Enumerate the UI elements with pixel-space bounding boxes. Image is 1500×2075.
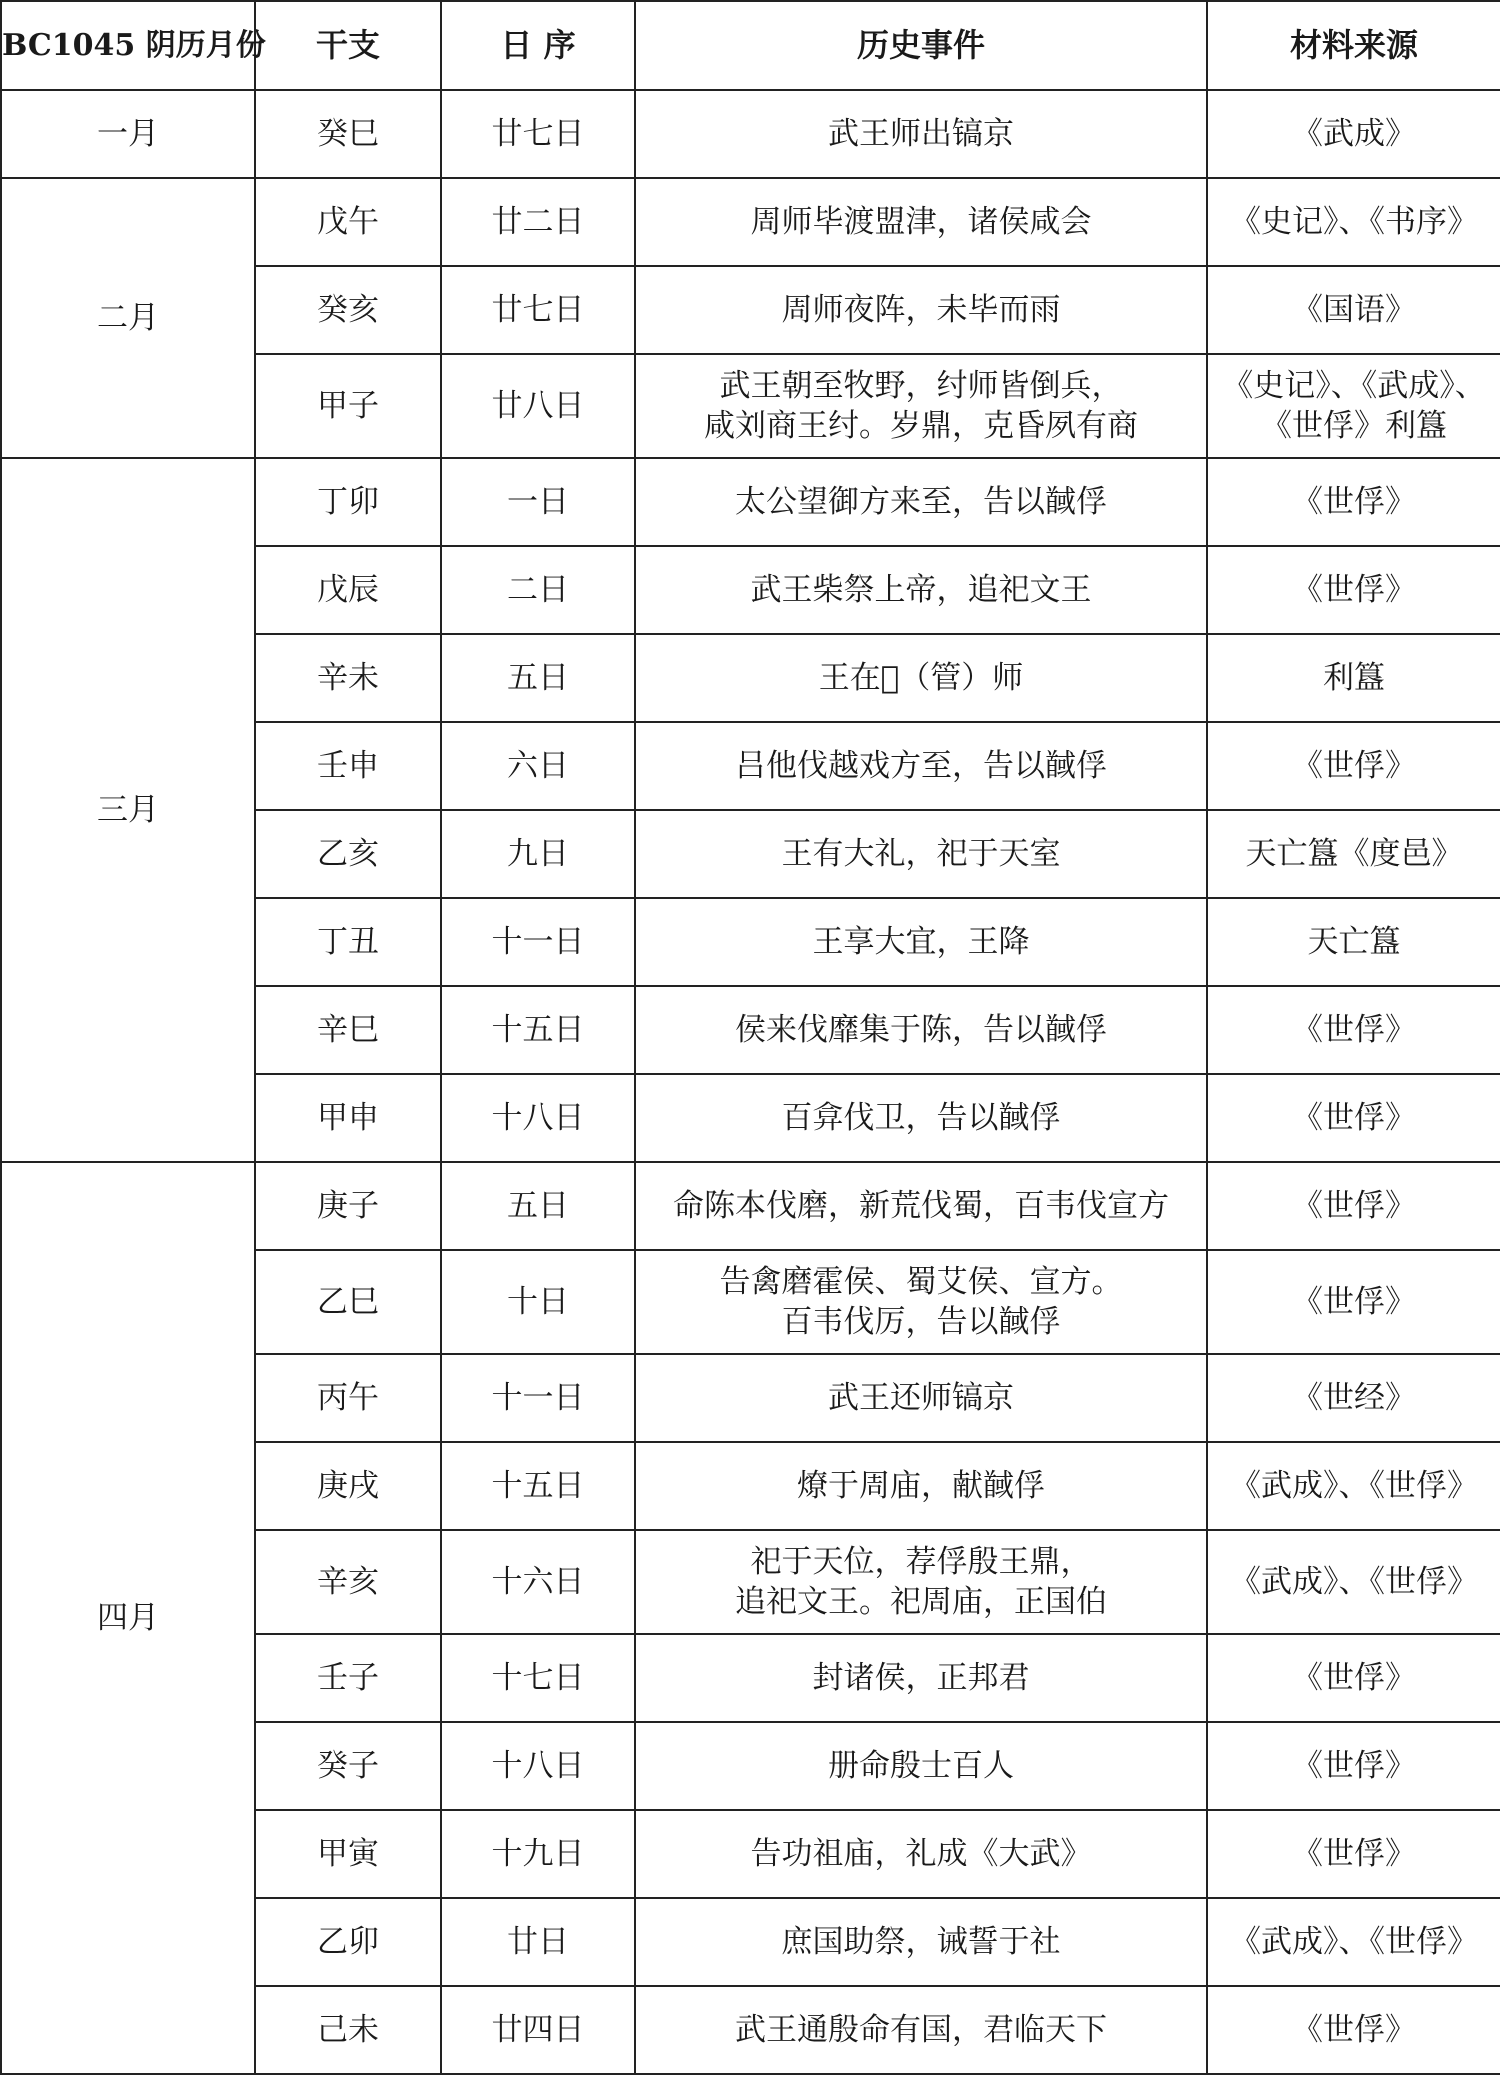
event-cell — [635, 178, 1207, 266]
event-cell — [635, 1074, 1207, 1162]
source-cell — [1207, 90, 1500, 178]
event-line: 侯来伐靡集于陈，告以馘俘 — [735, 1011, 1107, 1048]
ganzhi-cell: 癸巳 — [255, 90, 441, 178]
event-line: 王有大礼，祀于天室 — [781, 835, 1061, 872]
header-event: 历史事件 — [635, 1, 1207, 90]
source-cell — [1207, 458, 1500, 546]
ganzhi-cell: 庚戌 — [255, 1442, 441, 1530]
event-cell — [635, 898, 1207, 986]
day-cell: 十八日 — [441, 1074, 635, 1162]
event-line: 册命殷士百人 — [828, 1747, 1014, 1784]
ganzhi-cell: 甲寅 — [255, 1810, 441, 1898]
source-line: 《史记》、《武成》、 — [1222, 367, 1486, 404]
ganzhi-cell: 丁卯 — [255, 458, 441, 546]
event-cell — [635, 90, 1207, 178]
event-line: 封诸侯，正邦君 — [812, 1659, 1030, 1696]
day-cell: 九日 — [441, 810, 635, 898]
event-cell — [635, 722, 1207, 810]
table-row — [1, 1162, 1500, 1250]
ganzhi-cell: 丁丑 — [255, 898, 441, 986]
ganzhi-cell: 壬子 — [255, 1634, 441, 1722]
month-cell: 二月 — [1, 178, 255, 458]
event-cell — [635, 1250, 1207, 1354]
day-cell: 廿日 — [441, 1898, 635, 1986]
event-line: 庶国助祭，诫誓于社 — [781, 1923, 1061, 1960]
day-cell: 十日 — [441, 1250, 635, 1354]
source-cell — [1207, 1162, 1500, 1250]
ganzhi-cell: 辛亥 — [255, 1530, 441, 1634]
source-line: 《世经》 — [1292, 1379, 1416, 1416]
source-cell — [1207, 1810, 1500, 1898]
day-cell: 十六日 — [441, 1530, 635, 1634]
event-line: 命陈本伐磨，新荒伐蜀，百韦伐宣方 — [673, 1187, 1169, 1224]
event-line: 周师夜阵，未毕而雨 — [781, 291, 1061, 328]
source-cell — [1207, 810, 1500, 898]
day-cell: 十八日 — [441, 1722, 635, 1810]
event-cell — [635, 1162, 1207, 1250]
source-cell — [1207, 898, 1500, 986]
event-cell — [635, 354, 1207, 458]
ganzhi-cell: 癸子 — [255, 1722, 441, 1810]
source-cell — [1207, 1530, 1500, 1634]
day-cell: 廿七日 — [441, 90, 635, 178]
ganzhi-cell: 辛巳 — [255, 986, 441, 1074]
source-line: 《世俘》 — [1292, 1011, 1416, 1048]
header-row — [1, 1, 1500, 90]
header-month: BC1045 阴历月份 — [1, 1, 255, 90]
day-cell: 廿四日 — [441, 1986, 635, 2074]
day-cell: 十一日 — [441, 898, 635, 986]
header-source: 材料来源 — [1207, 1, 1500, 90]
source-line: 《世俘》 — [1292, 1747, 1416, 1784]
day-cell: 十七日 — [441, 1634, 635, 1722]
day-cell: 五日 — [441, 634, 635, 722]
source-line: 《世俘》利簋 — [1261, 408, 1447, 444]
event-line: 武王通殷命有国，君临天下 — [735, 2011, 1107, 2048]
source-line: 《世俘》 — [1292, 1099, 1416, 1136]
event-line: 告禽磨霍侯、蜀艾侯、宣方。 — [719, 1263, 1123, 1300]
table-row — [1, 458, 1500, 546]
event-line: 咸刘商王纣。岁鼎，克昏夙有商 — [704, 408, 1138, 444]
source-line: 《世俘》 — [1292, 1659, 1416, 1696]
source-cell — [1207, 1634, 1500, 1722]
source-cell — [1207, 1442, 1500, 1530]
source-cell — [1207, 1898, 1500, 1986]
event-cell — [635, 1442, 1207, 1530]
event-cell — [635, 1986, 1207, 2074]
ganzhi-cell: 丙午 — [255, 1354, 441, 1442]
ganzhi-cell: 癸亥 — [255, 266, 441, 354]
day-cell: 十五日 — [441, 986, 635, 1074]
source-line: 天亡簋 — [1307, 923, 1401, 960]
event-cell — [635, 1354, 1207, 1442]
ganzhi-cell: 庚子 — [255, 1162, 441, 1250]
day-cell: 十五日 — [441, 1442, 635, 1530]
source-cell — [1207, 354, 1500, 458]
ganzhi-cell: 戊辰 — [255, 546, 441, 634]
month-cell: 一月 — [1, 90, 255, 178]
event-cell — [635, 458, 1207, 546]
source-line: 《武成》、《世俘》 — [1230, 1923, 1478, 1960]
source-cell — [1207, 546, 1500, 634]
source-line: 《史记》、《书序》 — [1230, 203, 1478, 240]
source-cell — [1207, 1074, 1500, 1162]
event-line: 吕他伐越戏方至，告以馘俘 — [735, 747, 1107, 784]
ganzhi-cell: 乙亥 — [255, 810, 441, 898]
event-cell — [635, 266, 1207, 354]
source-line: 《国语》 — [1292, 291, 1416, 328]
event-cell — [635, 634, 1207, 722]
source-line: 天亡簋《度邑》 — [1245, 835, 1463, 872]
day-cell: 二日 — [441, 546, 635, 634]
source-line: 《武成》 — [1292, 115, 1416, 152]
table-row — [1, 90, 1500, 178]
header-ganzhi: 干支 — [255, 1, 441, 90]
source-line: 《世俘》 — [1292, 1835, 1416, 1872]
event-line: 武王朝至牧野，纣师皆倒兵， — [719, 367, 1123, 404]
ganzhi-cell: 己未 — [255, 1986, 441, 2074]
day-cell: 一日 — [441, 458, 635, 546]
source-cell — [1207, 722, 1500, 810]
source-cell — [1207, 266, 1500, 354]
day-cell: 六日 — [441, 722, 635, 810]
month-cell: 四月 — [1, 1162, 255, 2074]
event-line: 燎于周庙，献馘俘 — [797, 1467, 1045, 1504]
source-cell — [1207, 1250, 1500, 1354]
source-line: 《世俘》 — [1292, 571, 1416, 608]
ganzhi-cell: 壬申 — [255, 722, 441, 810]
source-line: 《武成》、《世俘》 — [1230, 1563, 1478, 1600]
day-cell: 十九日 — [441, 1810, 635, 1898]
ganzhi-cell: 乙卯 — [255, 1898, 441, 1986]
event-line: 武王还师镐京 — [828, 1379, 1014, 1416]
day-cell: 五日 — [441, 1162, 635, 1250]
source-cell — [1207, 178, 1500, 266]
event-cell — [635, 1898, 1207, 1986]
day-cell: 廿七日 — [441, 266, 635, 354]
event-line: 百韦伐厉，告以馘俘 — [781, 1304, 1061, 1340]
month-cell: 三月 — [1, 458, 255, 1162]
source-line: 《世俘》 — [1292, 2011, 1416, 2048]
source-cell — [1207, 1986, 1500, 2074]
source-line: 利簋 — [1323, 659, 1385, 696]
source-cell — [1207, 1722, 1500, 1810]
source-cell — [1207, 1354, 1500, 1442]
ganzhi-cell: 乙巳 — [255, 1250, 441, 1354]
event-cell — [635, 1634, 1207, 1722]
event-cell — [635, 1810, 1207, 1898]
event-line: 周师毕渡盟津，诸侯咸会 — [750, 203, 1092, 240]
source-line: 《世俘》 — [1292, 483, 1416, 520]
event-line: 王享大宜，王降 — [812, 923, 1030, 960]
event-line: 武王师出镐京 — [828, 115, 1014, 152]
event-line: 祀于天位，荐俘殷王鼎， — [750, 1543, 1092, 1580]
event-line: 追祀文王。祀周庙，正国伯 — [735, 1584, 1107, 1620]
event-line: 太公望御方来至，告以馘俘 — [735, 483, 1107, 520]
event-cell — [635, 986, 1207, 1074]
source-line: 《世俘》 — [1292, 1187, 1416, 1224]
header-day: 日 序 — [441, 1, 635, 90]
event-line: 武王柴祭上帝，追祀文王 — [750, 571, 1092, 608]
event-cell — [635, 546, 1207, 634]
event-cell — [635, 810, 1207, 898]
day-cell: 廿二日 — [441, 178, 635, 266]
day-cell: 十一日 — [441, 1354, 635, 1442]
source-line: 《世俘》 — [1292, 747, 1416, 784]
event-cell — [635, 1722, 1207, 1810]
source-cell — [1207, 986, 1500, 1074]
source-cell — [1207, 634, 1500, 722]
event-line: 百弇伐卫，告以馘俘 — [781, 1099, 1061, 1136]
ganzhi-cell: 甲子 — [255, 354, 441, 458]
ganzhi-cell: 辛未 — [255, 634, 441, 722]
event-line: 告功祖庙，礼成《大武》 — [750, 1835, 1092, 1872]
event-cell — [635, 1530, 1207, 1634]
ganzhi-cell: 戊午 — [255, 178, 441, 266]
event-line: 王在𫊸（管）师 — [818, 659, 1024, 696]
source-line: 《武成》、《世俘》 — [1230, 1467, 1478, 1504]
source-line: 《世俘》 — [1292, 1283, 1416, 1320]
table-row — [1, 178, 1500, 266]
day-cell: 廿八日 — [441, 354, 635, 458]
ganzhi-cell: 甲申 — [255, 1074, 441, 1162]
